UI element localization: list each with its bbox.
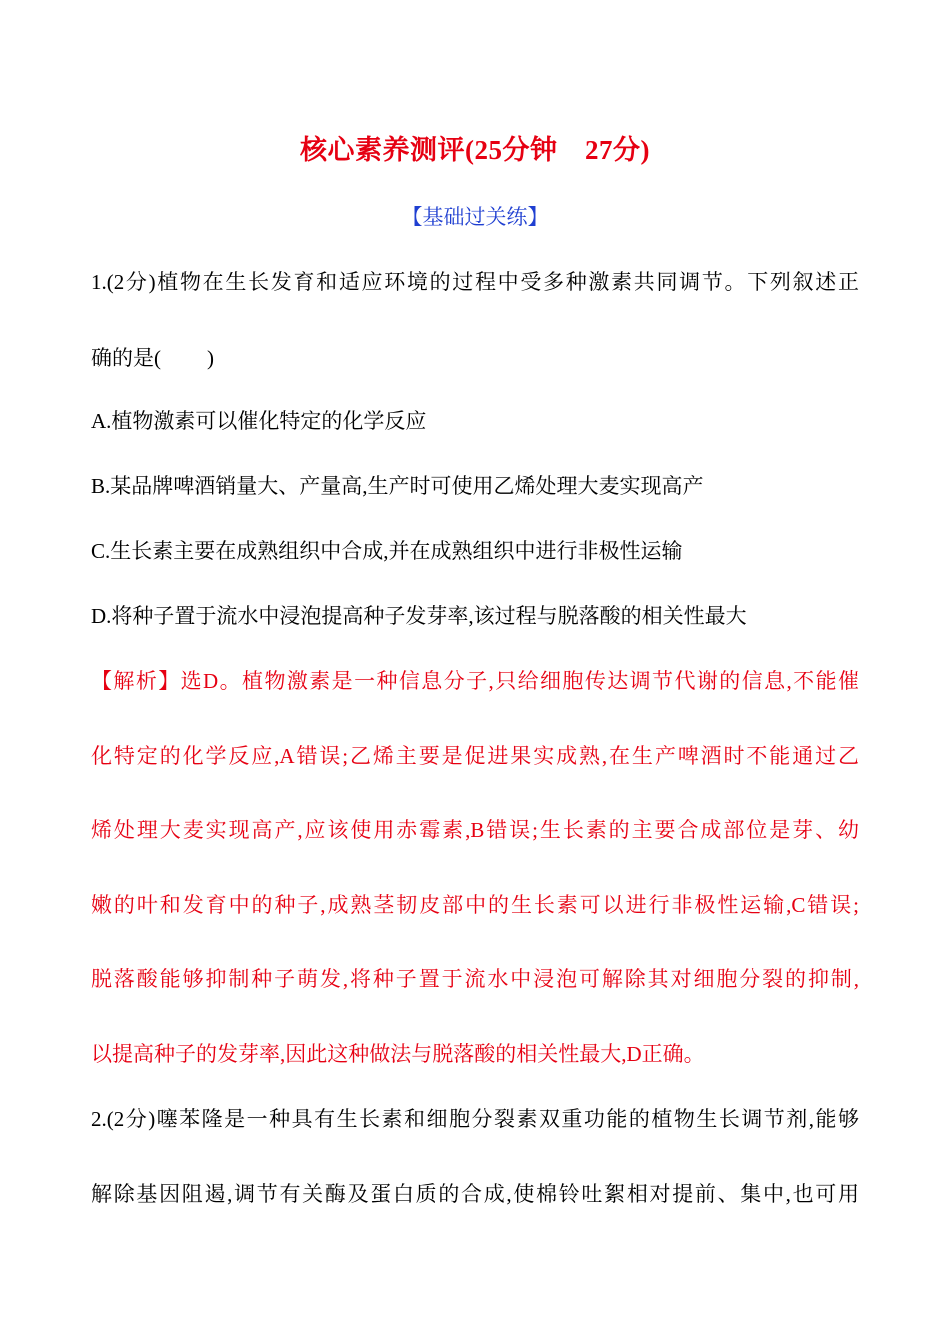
q1-stem-line-2 — [91, 341, 214, 375]
q1-analysis-line-6: 以提高种子的发芽率,因此这种做法与脱落酸的相关性最大,D正确。 — [91, 1042, 705, 1066]
q1-option-c: C.生长素主要在成熟组织中合成,并在成熟组织中进行非极性运输 — [91, 539, 683, 563]
q1-analysis-line-3: 烯处理大麦实现高产,应该使用赤霉素,B错误;生长素的主要合成部位是芽、幼 — [91, 818, 859, 842]
page-title: 核心素养测评(25分钟 27分) — [300, 135, 650, 165]
q1-option-a: A.植物激素可以催化特定的化学反应 — [91, 409, 427, 433]
q1-analysis-line-2: 化特定的化学反应,A错误;乙烯主要是促进果实成熟,在生产啤酒时不能通过乙 — [91, 744, 859, 768]
q2-stem-line-2: 解除基因阻遏,调节有关酶及蛋白质的合成,使棉铃吐絮相对提前、集中,也可用 — [91, 1182, 859, 1206]
q1-analysis-line-4: 嫩的叶和发育中的种子,成熟茎韧皮部中的生长素可以进行非极性运输,C错误; — [91, 893, 859, 917]
q1-option-b: B.某品牌啤酒销量大、产量高,生产时可使用乙烯处理大麦实现高产 — [91, 474, 704, 498]
q1-stem-text: 确的是( — [91, 346, 161, 370]
q2-stem-line-1: 2.(2分)噻苯隆是一种具有生长素和细胞分裂素双重功能的植物生长调节剂,能够 — [91, 1107, 859, 1131]
q1-analysis-line-1: 【解析】选D。植物激素是一种信息分子,只给细胞传达调节代谢的信息,不能催 — [91, 669, 859, 693]
q1-option-d: D.将种子置于流水中浸泡提高种子发芽率,该过程与脱落酸的相关性最大 — [91, 604, 747, 628]
q1-stem-line-1: 1.(2分)植物在生长发育和适应环境的过程中受多种激素共同调节。下列叙述正 — [91, 270, 859, 294]
q1-stem-close-paren: ) — [207, 346, 214, 370]
q1-analysis-line-5: 脱落酸能够抑制种子萌发,将种子置于流水中浸泡可解除其对细胞分裂的抑制, — [91, 967, 859, 991]
section-label: 【基础过关练】 — [401, 205, 549, 229]
